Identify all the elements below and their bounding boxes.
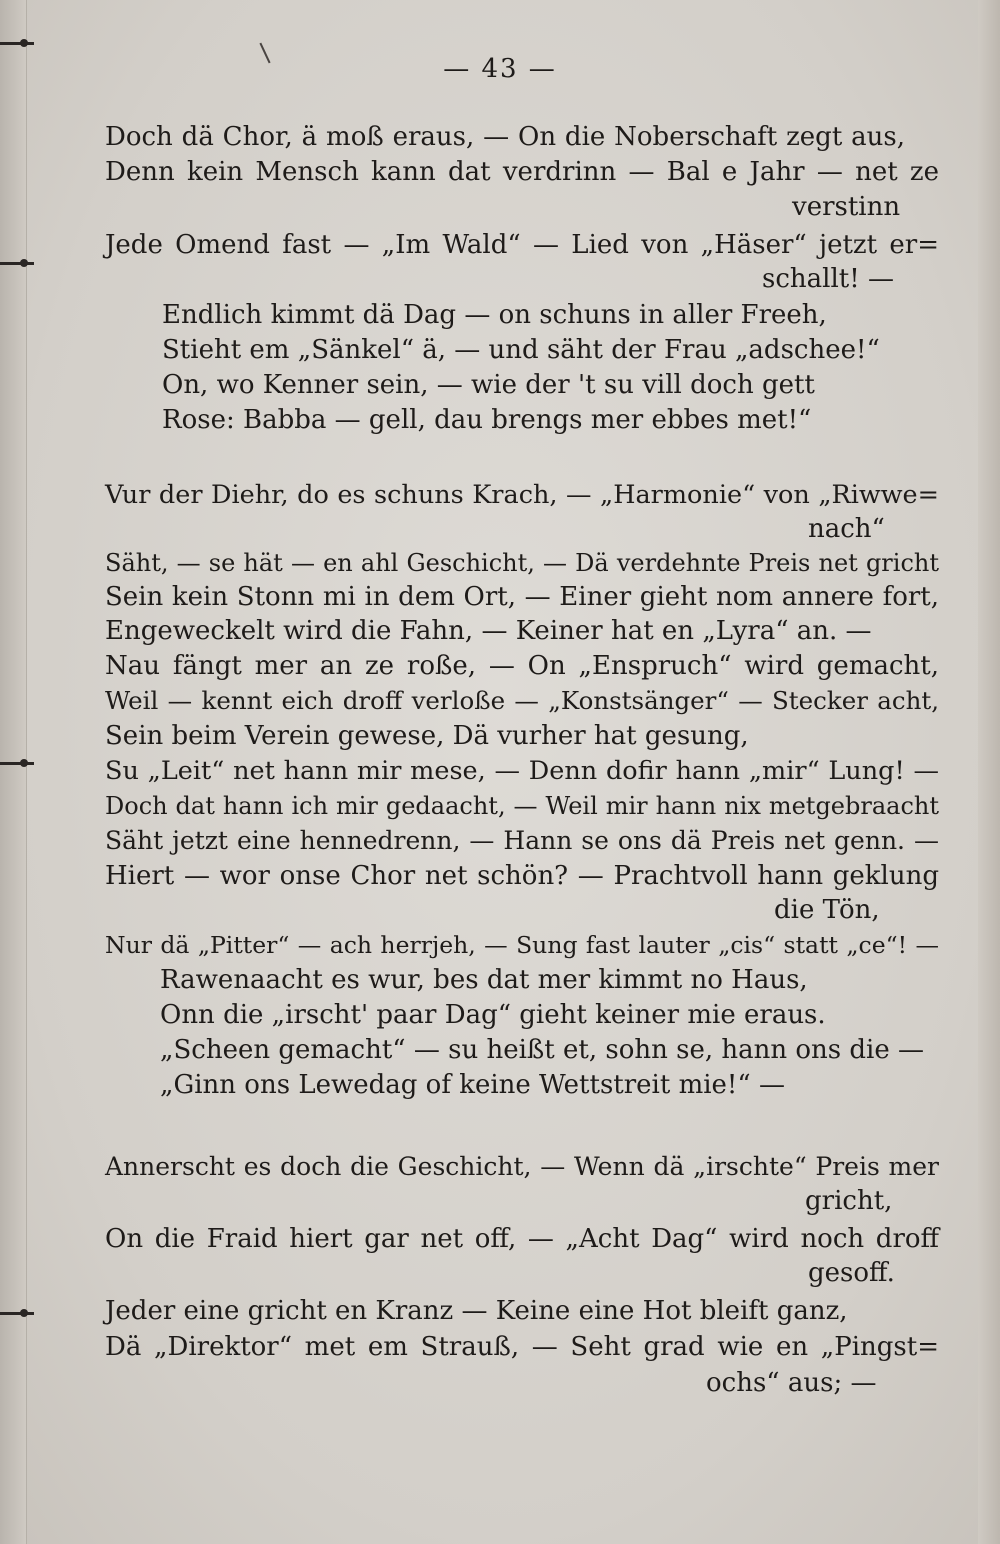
verse-line: die Tön, xyxy=(774,895,880,925)
verse-line: Sein beim Verein gewese, Dä vurher hat gesung, xyxy=(105,721,749,751)
verse-line: gesoff. xyxy=(808,1258,895,1288)
verse-line: Engeweckelt wird die Fahn, — Keiner hat en „Lyra“ an. — xyxy=(105,616,872,646)
verse-line: Doch dä Chor, ä moß eraus, — On die Noberschaft zegt aus, xyxy=(105,122,905,152)
verse-line: Weil — kennt eich droff verloße — „Konstsänger“ — Stecker acht, xyxy=(105,686,939,715)
verse-line: nach“ xyxy=(808,514,885,544)
binding-thread xyxy=(0,1312,34,1315)
verse-line: Säht, — se hät — en ahl Geschicht, — Dä verdehnte Preis net gricht xyxy=(105,549,939,577)
verse-line: Onn die „irscht' paar Dag“ gieht keiner mie eraus. xyxy=(160,1000,826,1030)
verse-line: Jede Omend fast — „Im Wald“ — Lied von „Häser“ jetzt er= xyxy=(105,230,939,260)
verse-line: Vur der Diehr, do es schuns Krach, — „Harmonie“ von „Riwwe= xyxy=(105,480,939,510)
verse-line: Jeder eine gricht en Kranz — Keine eine Hot bleift ganz, xyxy=(105,1296,848,1326)
verse-line: Rose: Babba — gell, dau brengs mer ebbes met!“ xyxy=(162,405,812,435)
verse-line: Nau fängt mer an ze roße, — On „Enspruch“ wird gemacht, xyxy=(105,651,939,681)
binding-thread xyxy=(0,42,34,45)
page-edge xyxy=(978,0,1000,1544)
verse-line: Nur dä „Pitter“ — ach herrjeh, — Sung fast lauter „cis“ statt „ce“! — xyxy=(105,931,939,959)
verse-line: Su „Leit“ net hann mir mese, — Denn dofir hann „mir“ Lung! — xyxy=(105,756,939,786)
binding-thread xyxy=(0,762,34,765)
page-number: — 43 — xyxy=(443,54,557,84)
binding-thread xyxy=(0,262,34,265)
verse-line: ochs“ aus; — xyxy=(706,1368,877,1398)
verse-line: verstinn xyxy=(792,192,901,222)
verse-line: On die Fraid hiert gar net off, — „Acht Dag“ wird noch droff xyxy=(105,1224,939,1254)
verse-line: Denn kein Mensch kann dat verdrinn — Bal e Jahr — net ze xyxy=(105,157,939,187)
verse-line: „Scheen gemacht“ — su heißt et, sohn se, hann ons die — xyxy=(160,1035,925,1065)
verse-line: Dä „Direktor“ met em Strauß, — Seht grad wie en „Pingst= xyxy=(105,1332,939,1362)
verse-line: On, wo Kenner sein, — wie der 't su vill doch gett xyxy=(162,370,815,400)
verse-line: Hiert — wor onse Chor net schön? — Prachtvoll hann geklung xyxy=(105,861,939,891)
verse-line: Annerscht es doch die Geschicht, — Wenn dä „irschte“ Preis mer xyxy=(105,1152,939,1181)
verse-line: Säht jetzt eine hennedrenn, — Hann se ons dä Preis net genn. — xyxy=(105,826,939,855)
verse-line: gricht, xyxy=(805,1186,893,1216)
verse-line: Sein kein Stonn mi in dem Ort, — Einer gieht nom annere fort, xyxy=(105,582,939,612)
verse-line: Endlich kimmt dä Dag — on schuns in aller Freeh, xyxy=(162,300,827,330)
verse-line: schallt! — xyxy=(762,264,894,294)
verse-line: Rawenaacht es wur, bes dat mer kimmt no Haus, xyxy=(160,965,808,995)
verse-line: Doch dat hann ich mir gedaacht, — Weil mir hann nix metgebraacht xyxy=(105,792,939,820)
verse-line: „Ginn ons Lewedag of keine Wettstreit mie!“ — xyxy=(160,1070,785,1100)
verse-line: Stieht em „Sänkel“ ä, — und säht der Frau „adschee!“ xyxy=(162,335,880,365)
